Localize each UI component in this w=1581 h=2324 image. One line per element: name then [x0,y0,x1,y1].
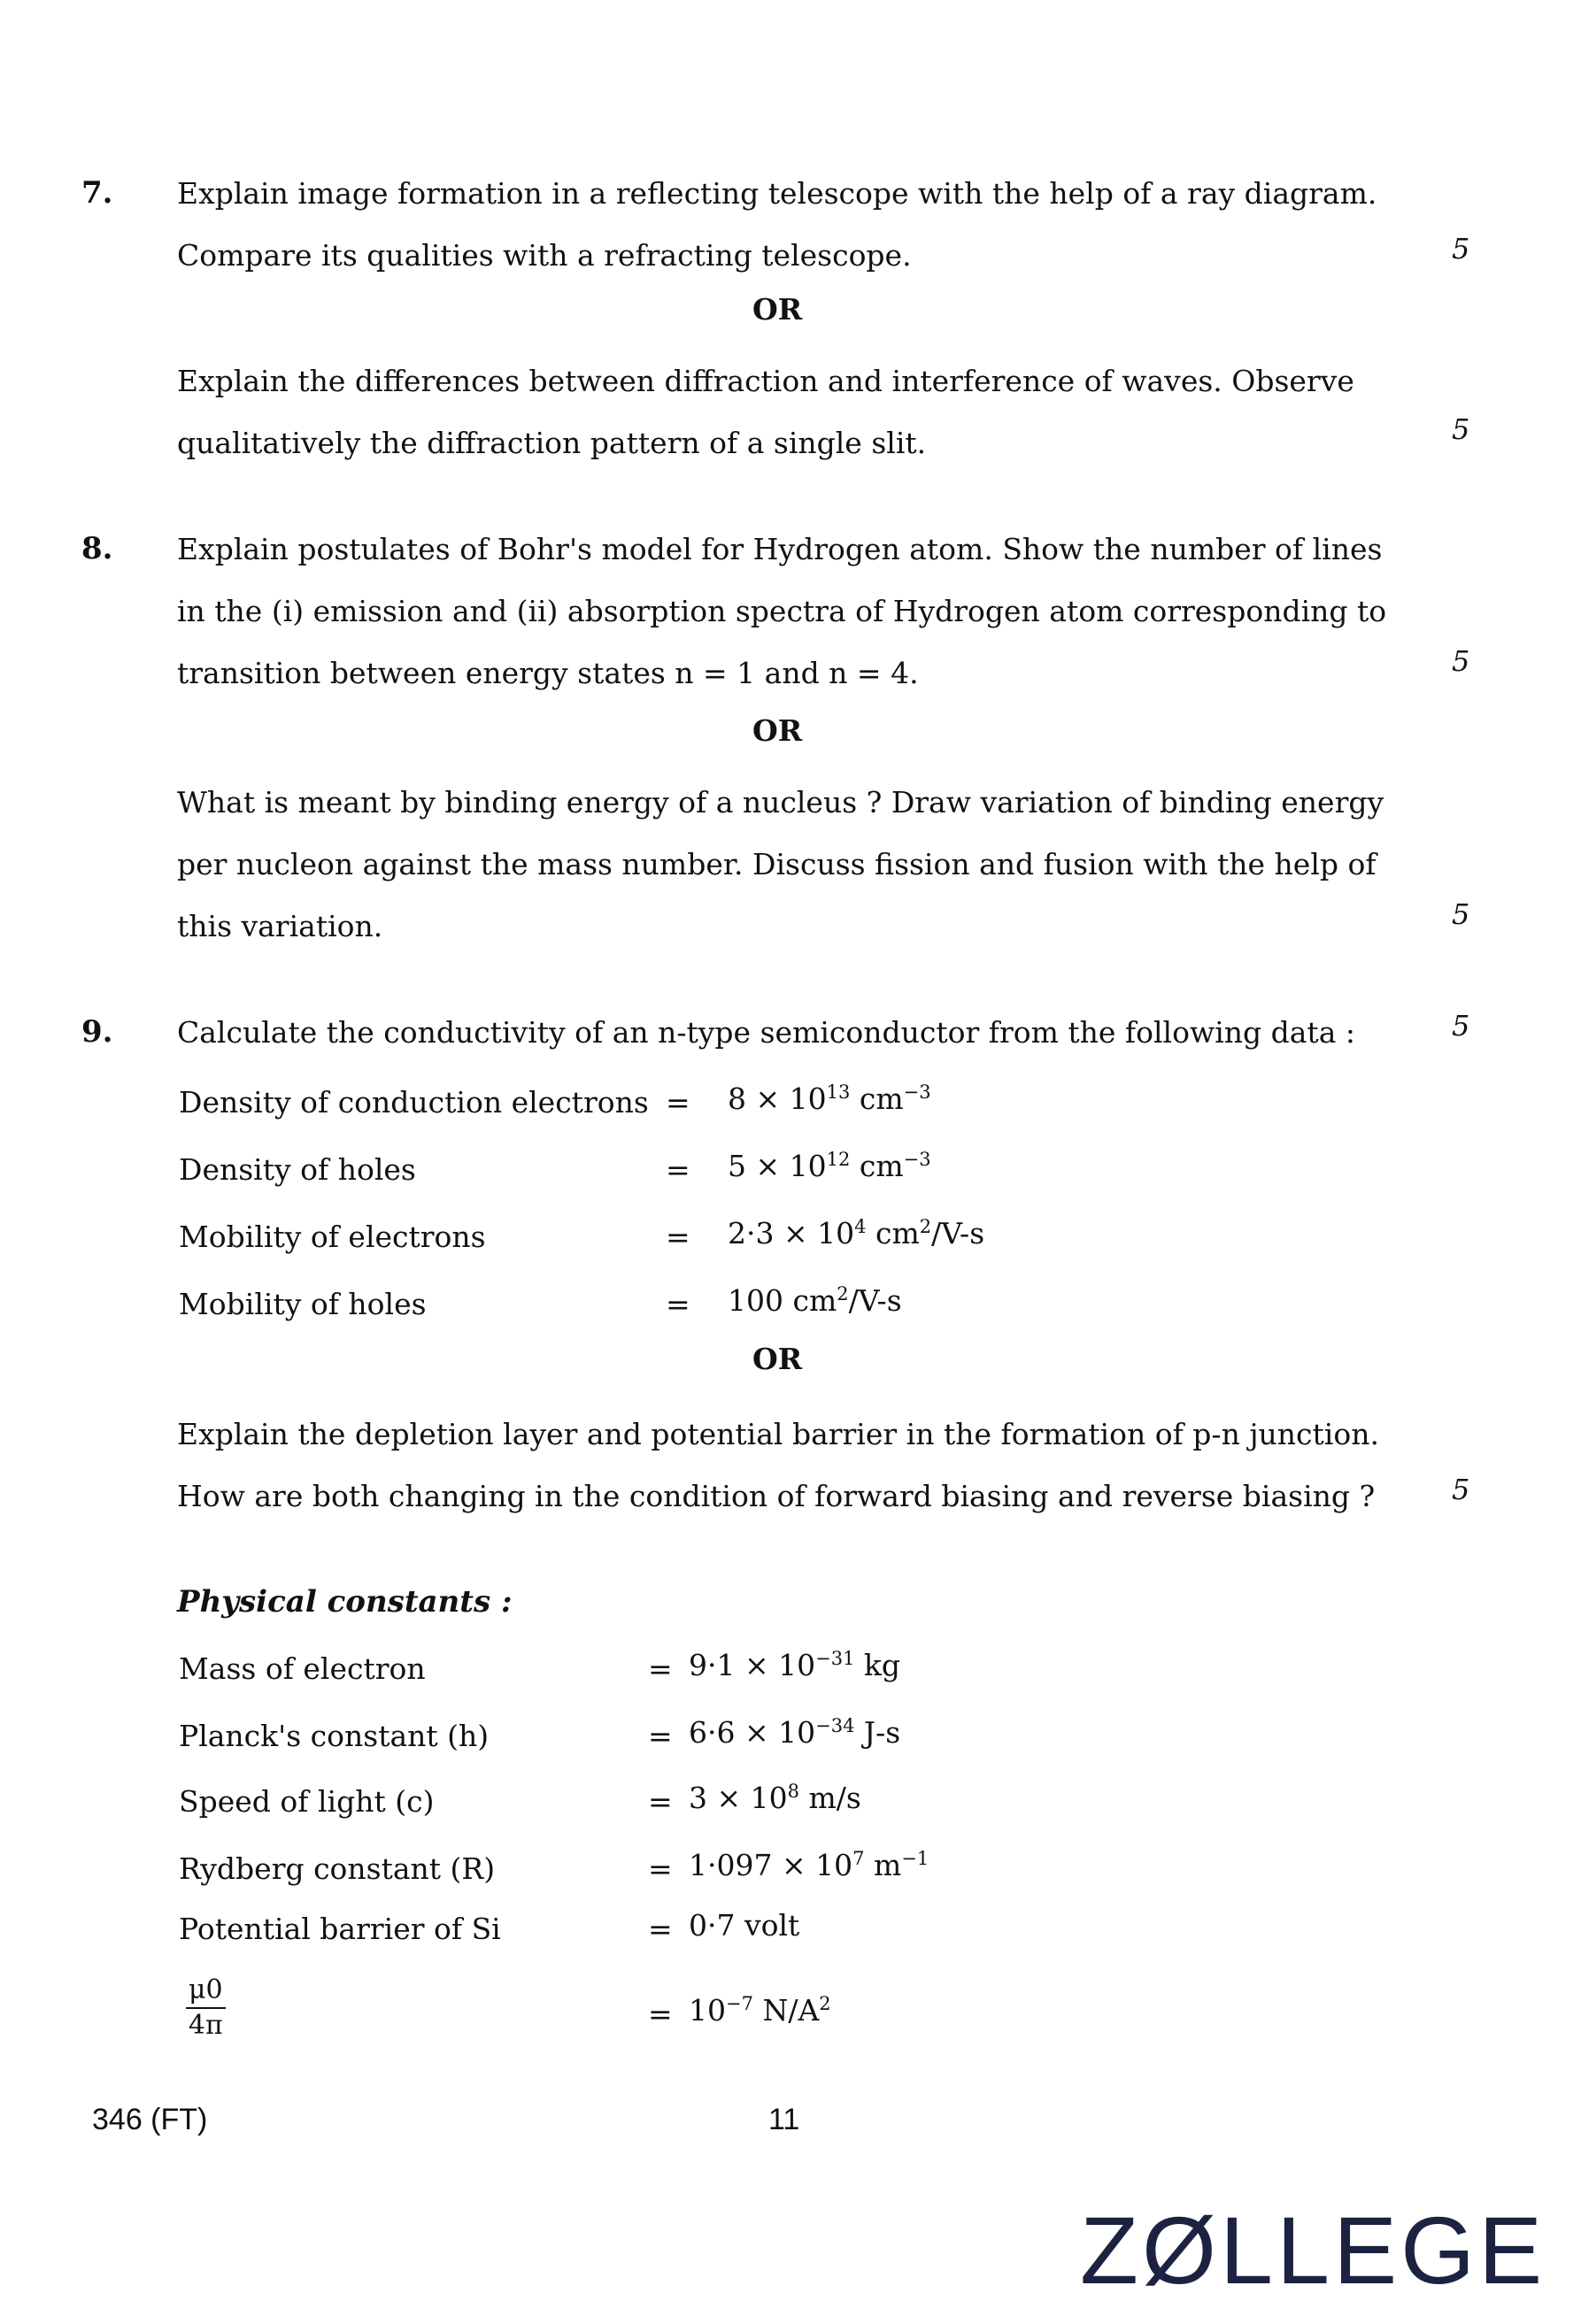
equals-sign: = [648,1912,673,1946]
constant-value: $3 \times 10^8$ m/s [689,1781,861,1815]
question-9-intro: Calculate the conductivity of an n-type semiconductor from the following data : [177,1015,1355,1050]
text-line: What is meant by binding energy of a nucleus ? Draw variation of binding energy [177,785,1384,820]
data-label: Mobility of holes [179,1287,427,1321]
data-value: $5 \times 10^{12}$ $cm^{-3}$ [728,1149,931,1183]
or-separator: OR [752,713,803,748]
data-label: Mobility of electrons [179,1220,486,1254]
marks-q8b: 5 [1452,897,1470,931]
constant-label: Planck's constant (h) [179,1719,490,1753]
constant-value: $1\cdot 097 \times 10^7$ $m^{-1}$ [689,1848,929,1882]
marks-q7b: 5 [1452,412,1470,446]
or-separator: OR [752,292,803,327]
question-7-text [177,163,1434,287]
question-8-text [177,519,1434,704]
text-line: Compare its qualities with a refracting telescope. [177,238,912,273]
or-separator: OR [752,1342,803,1376]
constant-label: Mass of electron [179,1651,426,1686]
equals-sign: = [648,1851,673,1886]
marks-q9a: 5 [1452,1009,1470,1043]
equals-sign: = [648,1784,673,1819]
constant-label: Potential barrier of Si [179,1912,501,1946]
marks-q9b: 5 [1452,1473,1470,1506]
data-label: Density of holes [179,1152,416,1187]
constant-label-fraction [186,1974,226,2043]
constant-value: 0·7 volt [689,1908,800,1943]
text-line: Explain the depletion layer and potential barrier in the formation of p-n junction. [177,1417,1379,1451]
equals-sign: = [648,1719,673,1753]
zollege-logo: ZØLLEGE [1080,2197,1546,2304]
marks-q7a: 5 [1452,232,1470,265]
data-label: Density of conduction electrons [179,1085,649,1120]
equals-sign: = [648,1651,673,1686]
constant-value: $9\cdot 1 \times 10^{-31}$ kg [689,1648,901,1682]
question-number-8: 8. [81,531,113,566]
text-line: How are both changing in the condition of forward biasing and reverse biasing ? [177,1479,1376,1513]
text-line: Explain the differences between diffraction and interference of waves. Observe [177,364,1354,398]
question-7-alt-text [177,350,1434,474]
equals-sign: = [666,1287,690,1321]
data-value: 100 $cm^2/V-s$ [728,1283,902,1318]
question-number-7: 7. [81,175,113,211]
text-line: this variation. [177,909,383,943]
text-line: per nucleon against the mass number. Discuss fission and fusion with the help of [177,847,1377,881]
equals-sign: = [666,1085,690,1120]
question-9-alt-text [177,1404,1434,1528]
text-line: in the (i) emission and (ii) absorption spectra of Hydrogen atom corresponding to [177,594,1387,628]
text-line: Explain image formation in a reflecting telescope with the help of a ray diagram. [177,176,1377,211]
mu0-over-4pi: $\frac{\mu 0}{4\pi}$ [186,1974,226,2043]
paper-code: 346 (FT) [92,2103,208,2136]
constant-value: $10^{-7}$ $N/A^2$ [689,1993,831,2028]
text-line: transition between energy states n = 1 and n = 4. [177,656,919,690]
constants-heading: Physical constants : [177,1584,513,1620]
equals-sign: = [648,1997,673,2031]
page-number: 11 [768,2103,800,2136]
question-number-9: 9. [81,1014,113,1050]
constant-value: $6\cdot 6 \times 10^{-34}$ J-s [689,1715,901,1750]
data-value: $2\cdot 3 \times 10^4$ $cm^2/V-s$ [728,1216,985,1250]
equals-sign: = [666,1152,690,1187]
question-8-alt-text [177,772,1434,958]
text-line: Explain postulates of Bohr's model for Hydrogen atom. Show the number of lines [177,532,1383,566]
text-line: qualitatively the diffraction pattern of a single slit. [177,426,927,460]
data-value: $8 \times 10^{13}$ $cm^{-3}$ [728,1081,931,1116]
constant-label: Speed of light (c) [179,1784,435,1819]
constant-label: Rydberg constant (R) [179,1851,496,1886]
equals-sign: = [666,1220,690,1254]
marks-q8a: 5 [1452,644,1470,678]
